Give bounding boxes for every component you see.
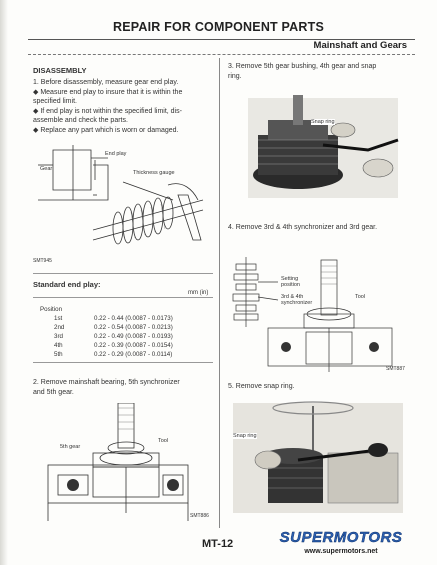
step-line: ◆ Replace any part which is worn or damaged. [33, 126, 179, 134]
snap-ring-removal-photo [228, 398, 408, 518]
tool-label: Tool [158, 438, 169, 444]
snap-ring-photo [228, 90, 408, 208]
gear-label: Gear [40, 166, 53, 172]
end-play-title: Standard end play: [33, 280, 101, 289]
figure-code: SMT945 [33, 258, 52, 264]
table-header: Position [40, 306, 63, 313]
step-line: 1. Before disassembly, measure gear end play. [33, 79, 179, 86]
press-diagram [33, 403, 213, 525]
disassembly-steps [33, 78, 213, 135]
brand-url: www.supermotors.net [304, 548, 378, 555]
divider [33, 362, 213, 363]
fifth-gear-label: 5th gear [60, 444, 81, 450]
step-line: ◆ If end play is not within the specified limit, dis- [33, 107, 182, 115]
section-rule [28, 54, 415, 55]
step-line: specified limit. [33, 98, 77, 105]
table-row: 5th 0.22 - 0.29 (0.0087 - 0.0114) [54, 351, 173, 358]
step-2 [33, 378, 218, 397]
step-5: 5. Remove snap ring. [228, 383, 295, 390]
section-heading: Mainshaft and Gears [313, 40, 407, 51]
synchronizer-label: 3rd & 4th synchronizer [281, 294, 313, 306]
step-line: 2. Remove mainshaft bearing, 5th synchronizer [33, 379, 180, 386]
unit-label: mm (in) [188, 290, 209, 296]
snap-ring-label: Snap ring [311, 119, 335, 125]
step-4: 4. Remove 3rd & 4th synchronizer and 3rd gear. [228, 224, 378, 231]
table-row: 2nd 0.22 - 0.54 (0.0087 - 0.0213) [54, 324, 173, 331]
end-play-label: End play [105, 151, 127, 157]
snap-ring-label: Snap ring [233, 433, 257, 439]
setting-position-label: Setting position [281, 276, 300, 288]
brand-name: SUPERMOTORS [279, 529, 403, 546]
step-line: and 5th gear. [33, 388, 74, 396]
watermark-logo [266, 529, 416, 559]
divider [33, 297, 213, 298]
synchronizer-diagram [228, 252, 413, 377]
figure-code: SMT886 [190, 513, 209, 519]
table-row: 1st 0.22 - 0.44 (0.0087 - 0.0173) [54, 315, 173, 322]
figure-code: SMT887 [386, 366, 405, 372]
scan-edge [0, 0, 8, 565]
tool-label: Tool [355, 294, 366, 300]
table-row: 3rd 0.22 - 0.49 (0.0087 - 0.0193) [54, 333, 173, 340]
disassembly-heading: DISASSEMBLY [33, 66, 87, 75]
divider [33, 273, 213, 274]
step-3 [228, 62, 418, 81]
page-number: MT-12 [202, 538, 234, 550]
table-row: 4th 0.22 - 0.39 (0.0087 - 0.0154) [54, 342, 173, 349]
end-play-diagram [33, 140, 213, 265]
step-line: ring. [228, 72, 242, 80]
page-title: REPAIR FOR COMPONENT PARTS [113, 20, 324, 34]
thickness-gauge-label: Thickness gauge [133, 170, 175, 176]
column-divider [219, 58, 220, 528]
step-line: 3. Remove 5th gear bushing, 4th gear and snap [228, 63, 377, 70]
step-line: ◆ Measure end play to insure that it is within the [33, 88, 183, 96]
step-line: assemble and check the parts. [33, 117, 128, 124]
end-play-table [40, 305, 179, 359]
